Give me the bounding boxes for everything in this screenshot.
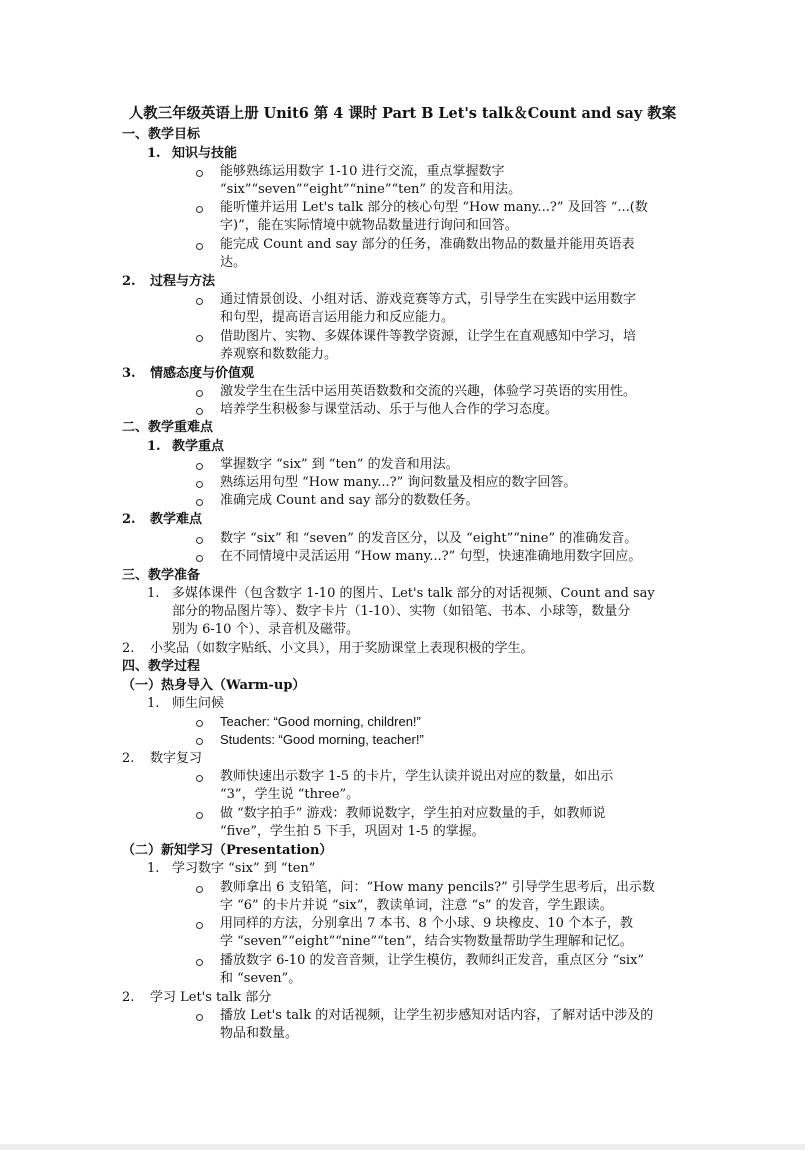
list-item: 能完成 Count and say 部分的任务，准确数出物品的数量并能用英语表 [220, 237, 635, 252]
list-number: 1. [147, 861, 160, 876]
bullet-icon [196, 720, 203, 727]
list-item: 做 “数字拍手” 游戏：教师说数字，学生拍对应数量的手，如教师说 [220, 806, 606, 821]
list-item: 能听懂并运用 Let's talk 部分的核心句型 “How many...?” 及回答 “...(数 [220, 200, 648, 215]
list-item: 学 “seven”“eight”“nine”“ten”，结合实物数量帮助学生理解和记忆。 [220, 934, 633, 949]
bullet-icon [196, 775, 203, 782]
bullet-icon [196, 408, 203, 415]
list-item: 培养学生积极参与课堂活动、乐于与他人合作的学习态度。 [220, 402, 559, 417]
subsection-heading: 教学重点 [172, 439, 225, 454]
subsection-heading: 情感态度与价值观 [150, 366, 255, 381]
list-item: 达。 [220, 255, 247, 270]
list-item: 别为 6-10 个）、录音机及磁带。 [172, 622, 359, 637]
list-item: 养观察和数数能力。 [220, 347, 338, 362]
list-item: 教师快速出示数字 1-5 的卡片，学生认读并说出对应的数量，如出示 [220, 769, 614, 784]
list-item: 播放 Let's talk 的对话视频，让学生初步感知对话内容，了解对话中涉及的 [220, 1008, 654, 1023]
list-number: 2. [122, 641, 135, 656]
list-number: 1. [147, 586, 160, 601]
list-number: 2. [122, 751, 135, 766]
bullet-icon [196, 298, 203, 305]
bullet-icon [196, 1014, 203, 1021]
bullet-icon [196, 537, 203, 544]
bullet-icon [196, 463, 203, 470]
list-item: 和句型，提高语言运用能力和反应能力。 [220, 310, 455, 325]
subsection-heading: 教学难点 [150, 512, 203, 527]
list-item: 师生问候 [172, 696, 225, 711]
section-heading: 三、教学准备 [122, 568, 201, 583]
list-item: 物品和数量。 [220, 1026, 299, 1041]
bullet-icon [196, 812, 203, 819]
list-item: 学习数字 “six” 到 “ten” [172, 861, 316, 876]
bullet-icon [196, 481, 203, 488]
list-item: 部分的物品图片等）、数字卡片（1-10）、实物（如铅笔、书本、小球等，数量分 [172, 604, 631, 619]
bullet-icon [196, 499, 203, 506]
list-item: “3”，学生说 “three”。 [220, 787, 360, 802]
section-heading: 一、教学目标 [122, 127, 201, 142]
subsection-heading: （二）新知学习（Presentation） [122, 843, 333, 858]
list-item: 准确完成 Count and say 部分的数数任务。 [220, 493, 479, 508]
bullet-icon [196, 922, 203, 929]
list-item: 能够熟练运用数字 1-10 进行交流，重点掌握数字 [220, 164, 505, 179]
bullet-icon [196, 959, 203, 966]
list-number: 1. [147, 146, 161, 161]
subsection-heading: 过程与方法 [150, 274, 216, 289]
section-heading: 二、教学重难点 [122, 420, 214, 435]
list-number: 1. [147, 696, 160, 711]
list-item: 熟练运用句型 “How many...?” 询问数量及相应的数字回答。 [220, 475, 577, 490]
list-item: 小奖品（如数字贴纸、小文具），用于奖励课堂上表现积极的学生。 [150, 641, 534, 656]
list-number: 3. [122, 366, 136, 381]
list-item: 播放数字 6-10 的发音音频，让学生模仿，教师纠正发音，重点区分 “six” [220, 953, 645, 968]
page-title: 人教三年级英语上册 Unit6 第 4 课时 Part B Let's talk＆Count and say 教案 [128, 105, 677, 122]
subsection-heading: 知识与技能 [172, 146, 238, 161]
list-item: 在不同情境中灵活运用 “How many...?” 句型，快速准确地用数字回应。 [220, 549, 642, 564]
list-number: 2. [122, 990, 135, 1005]
list-item: 数字 “six” 和 “seven” 的发音区分，以及 “eight”“nine” 的准确发音。 [220, 531, 638, 546]
bullet-icon [196, 738, 203, 745]
list-item: 字)”，能在实际情境中就物品数量进行询问和回答。 [220, 218, 518, 233]
list-number: 2. [122, 274, 136, 289]
list-item: 和 “seven”。 [220, 971, 302, 986]
subsection-heading: （一）热身导入（Warm-up） [122, 678, 306, 693]
bullet-icon [196, 390, 203, 397]
list-item: 用同样的方法，分别拿出 7 本书、8 个小球、9 块橡皮、10 个本子，教 [220, 916, 634, 931]
bullet-icon [196, 243, 203, 250]
bullet-icon [196, 335, 203, 342]
page-bottom-bar [0, 1144, 805, 1150]
bullet-icon [196, 555, 203, 562]
bullet-icon [196, 206, 203, 213]
list-item: 通过情景创设、小组对话、游戏竞赛等方式，引导学生在实践中运用数字 [220, 292, 637, 307]
list-item: 学习 Let's talk 部分 [150, 990, 272, 1005]
list-number: 1. [147, 439, 161, 454]
section-heading: 四、教学过程 [122, 659, 201, 674]
list-item: “six”“seven”“eight”“nine”“ten” 的发音和用法。 [220, 182, 522, 197]
list-item: “five”，学生拍 5 下手，巩固对 1-5 的掌握。 [220, 824, 485, 839]
bullet-icon [196, 886, 203, 893]
bullet-icon [196, 170, 203, 177]
list-item: 数字复习 [150, 751, 203, 766]
list-item: Teacher: “Good morning, children!” [220, 714, 421, 729]
list-item: 多媒体课件（包含数字 1-10 的图片、Let's talk 部分的对话视频、Count and say [172, 586, 655, 601]
list-item: Students: “Good morning, teacher!” [220, 732, 424, 747]
list-item: 借助图片、实物、多媒体课件等教学资源，让学生在直观感知中学习，培 [220, 329, 637, 344]
list-item: 字 “6” 的卡片并说 “six”，教读单词，注意 “s” 的发音，学生跟读。 [220, 898, 613, 913]
list-item: 掌握数字 “six” 到 “ten” 的发音和用法。 [220, 457, 459, 472]
list-item: 激发学生在生活中运用英语数数和交流的兴趣，体验学习英语的实用性。 [220, 384, 637, 399]
list-number: 2. [122, 512, 136, 527]
list-item: 教师拿出 6 支铅笔，问：“How many pencils?” 引导学生思考后，出示数 [220, 880, 655, 895]
